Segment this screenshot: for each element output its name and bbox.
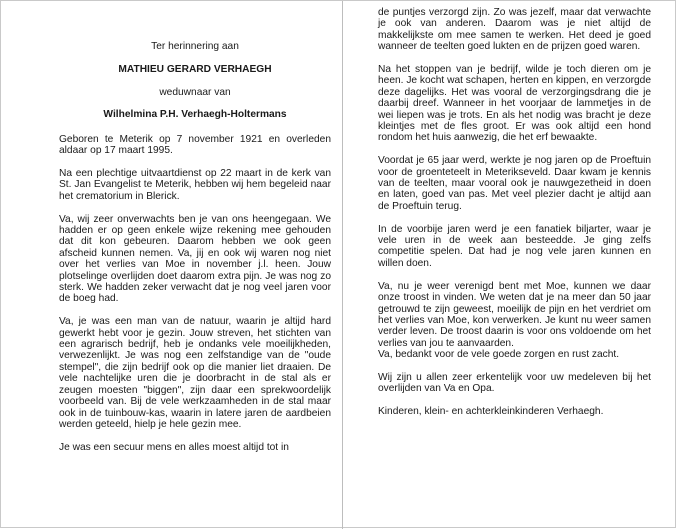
- relation-text: weduwnaar van: [159, 86, 231, 98]
- paragraph-bedankt: Va, bedankt voor de vele goede zorgen en rust zacht.: [378, 349, 620, 361]
- paragraph-secuur: Je was een secuur mens en alles moest altijd tot in: [59, 441, 289, 453]
- paragraph-signature: Kinderen, klein- en achterkleinkinderen Verhaegh.: [378, 406, 604, 418]
- fold-line: [342, 1, 343, 529]
- right-page: [378, 7, 651, 418]
- left-page: [59, 41, 331, 453]
- paragraph-unexpected: Va, wij zeer onverwachts ben je van ons heengegaan. We hadden er op geen enkele wijze rekening mee gehouden dat dit kon gebeuren. Daarom hebben we ook geen afscheid kunnen nemen. Va, jij en ook wij waren nog niet over het verlies van Moe in november j.l. heen. Jouw plotselinge overlijden doet daarom extra pijn. Je was nog zo sterk. We hadden zeker verwacht dat je nog veel jaren voor de boeg had.: [59, 213, 331, 305]
- paragraph-puntjes: de puntjes verzorgd zijn. Zo was jezelf, maar dat verwachte je ook van anderen. Daarom was je niet altijd de makkelijkste om mee samen te werken. Het deed je goed wanneer de teelten goed lukten en de prijzen goed waren.: [378, 7, 651, 53]
- deceased-name: MATHIEU GERARD VERHAEGH: [118, 63, 272, 75]
- paragraph-nature: Va, je was een man van de natuur, waarin je altijd hard gewerkt hebt voor je gezin. Jouw streven, het stichten van een agrarisch bedrijf, heb je ondanks vele moeilijkheden, verwezenlijkt. Je was nog een zelfstandige van de "oude stempel", die zijn bedrijf ook op die manier liet draaien. De vele nachtelijke uren die je doorbracht in de stal als er zeugen moesten "biggen", zijn daar een sprekwoordelijk voorbeeld van. Bij de vele werkzaamheden in de stal maar ook in de tuinbouw-kas, waarin in latere jaren de aardbeien werden geteeld, hielp je hele gezin mee.: [59, 316, 331, 430]
- paragraph-dieren: Na het stoppen van je bedrijf, wilde je toch dieren om je heen. Je kocht wat schapen, herten en kippen, en verzorgde deze dagelijks. Het was vooral de verzorgingsdrang die je daarbij dreef. Wanneer in het voorjaar de lammetjes in de wei liepen was je trots. En als het nodig was bracht je deze kleintjes met de fles groot. Er was ook altijd een hond rondom het huis aanwezig, die het erf bewaakte.: [378, 64, 651, 144]
- paragraph-verenigd: Va, nu je weer verenigd bent met Moe, kunnen we daar onze troost in vinden. We weten dat je na meer dan 50 jaar getrouwd te zijn geweest, moeilijk de pijn en het verdriet om het verlies van Moe, kon verwerken. Je kunt nu weer samen verder leven. De troost daarin is voor ons voldoende om het verlies van jou te aanvaarden.: [378, 280, 651, 349]
- paragraph-funeral: Na een plechtige uitvaartdienst op 22 maart in de kerk van St. Jan Evangelist te Meterik, hebben wij hem begeleid naar het crematorium in Blerick.: [59, 168, 331, 202]
- paragraph-proeftuin: Voordat je 65 jaar werd, werkte je nog jaren op de Proeftuin voor de groenteteelt in Meterikseveld. Daar kwam je kennis van de teelten, maar vooral ook je nauwgezetheid in doen en laten, goed van pas. Met veel plezier dacht je altijd aan de Proeftuin terug.: [378, 155, 651, 212]
- spouse-name: Wilhelmina P.H. Verhaegh-Holtermans: [103, 109, 287, 121]
- paragraph-erkentelijk: Wij zijn u allen zeer erkentelijk voor uw medeleven bij het overlijden van Va en Opa.: [378, 371, 651, 395]
- paragraph-birth-death: Geboren te Meterik op 7 november 1921 en overleden aldaar op 17 maart 1995.: [59, 133, 331, 157]
- paragraph-biljart: In de voorbije jaren werd je een fanatiek biljarter, waar je vele uren in de week aan besteedde. Je ging zelfs competitie spelen. Dat had je nog vele jaren kunnen en willen doen.: [378, 223, 651, 269]
- intro-text: Ter herinnering aan: [151, 41, 239, 52]
